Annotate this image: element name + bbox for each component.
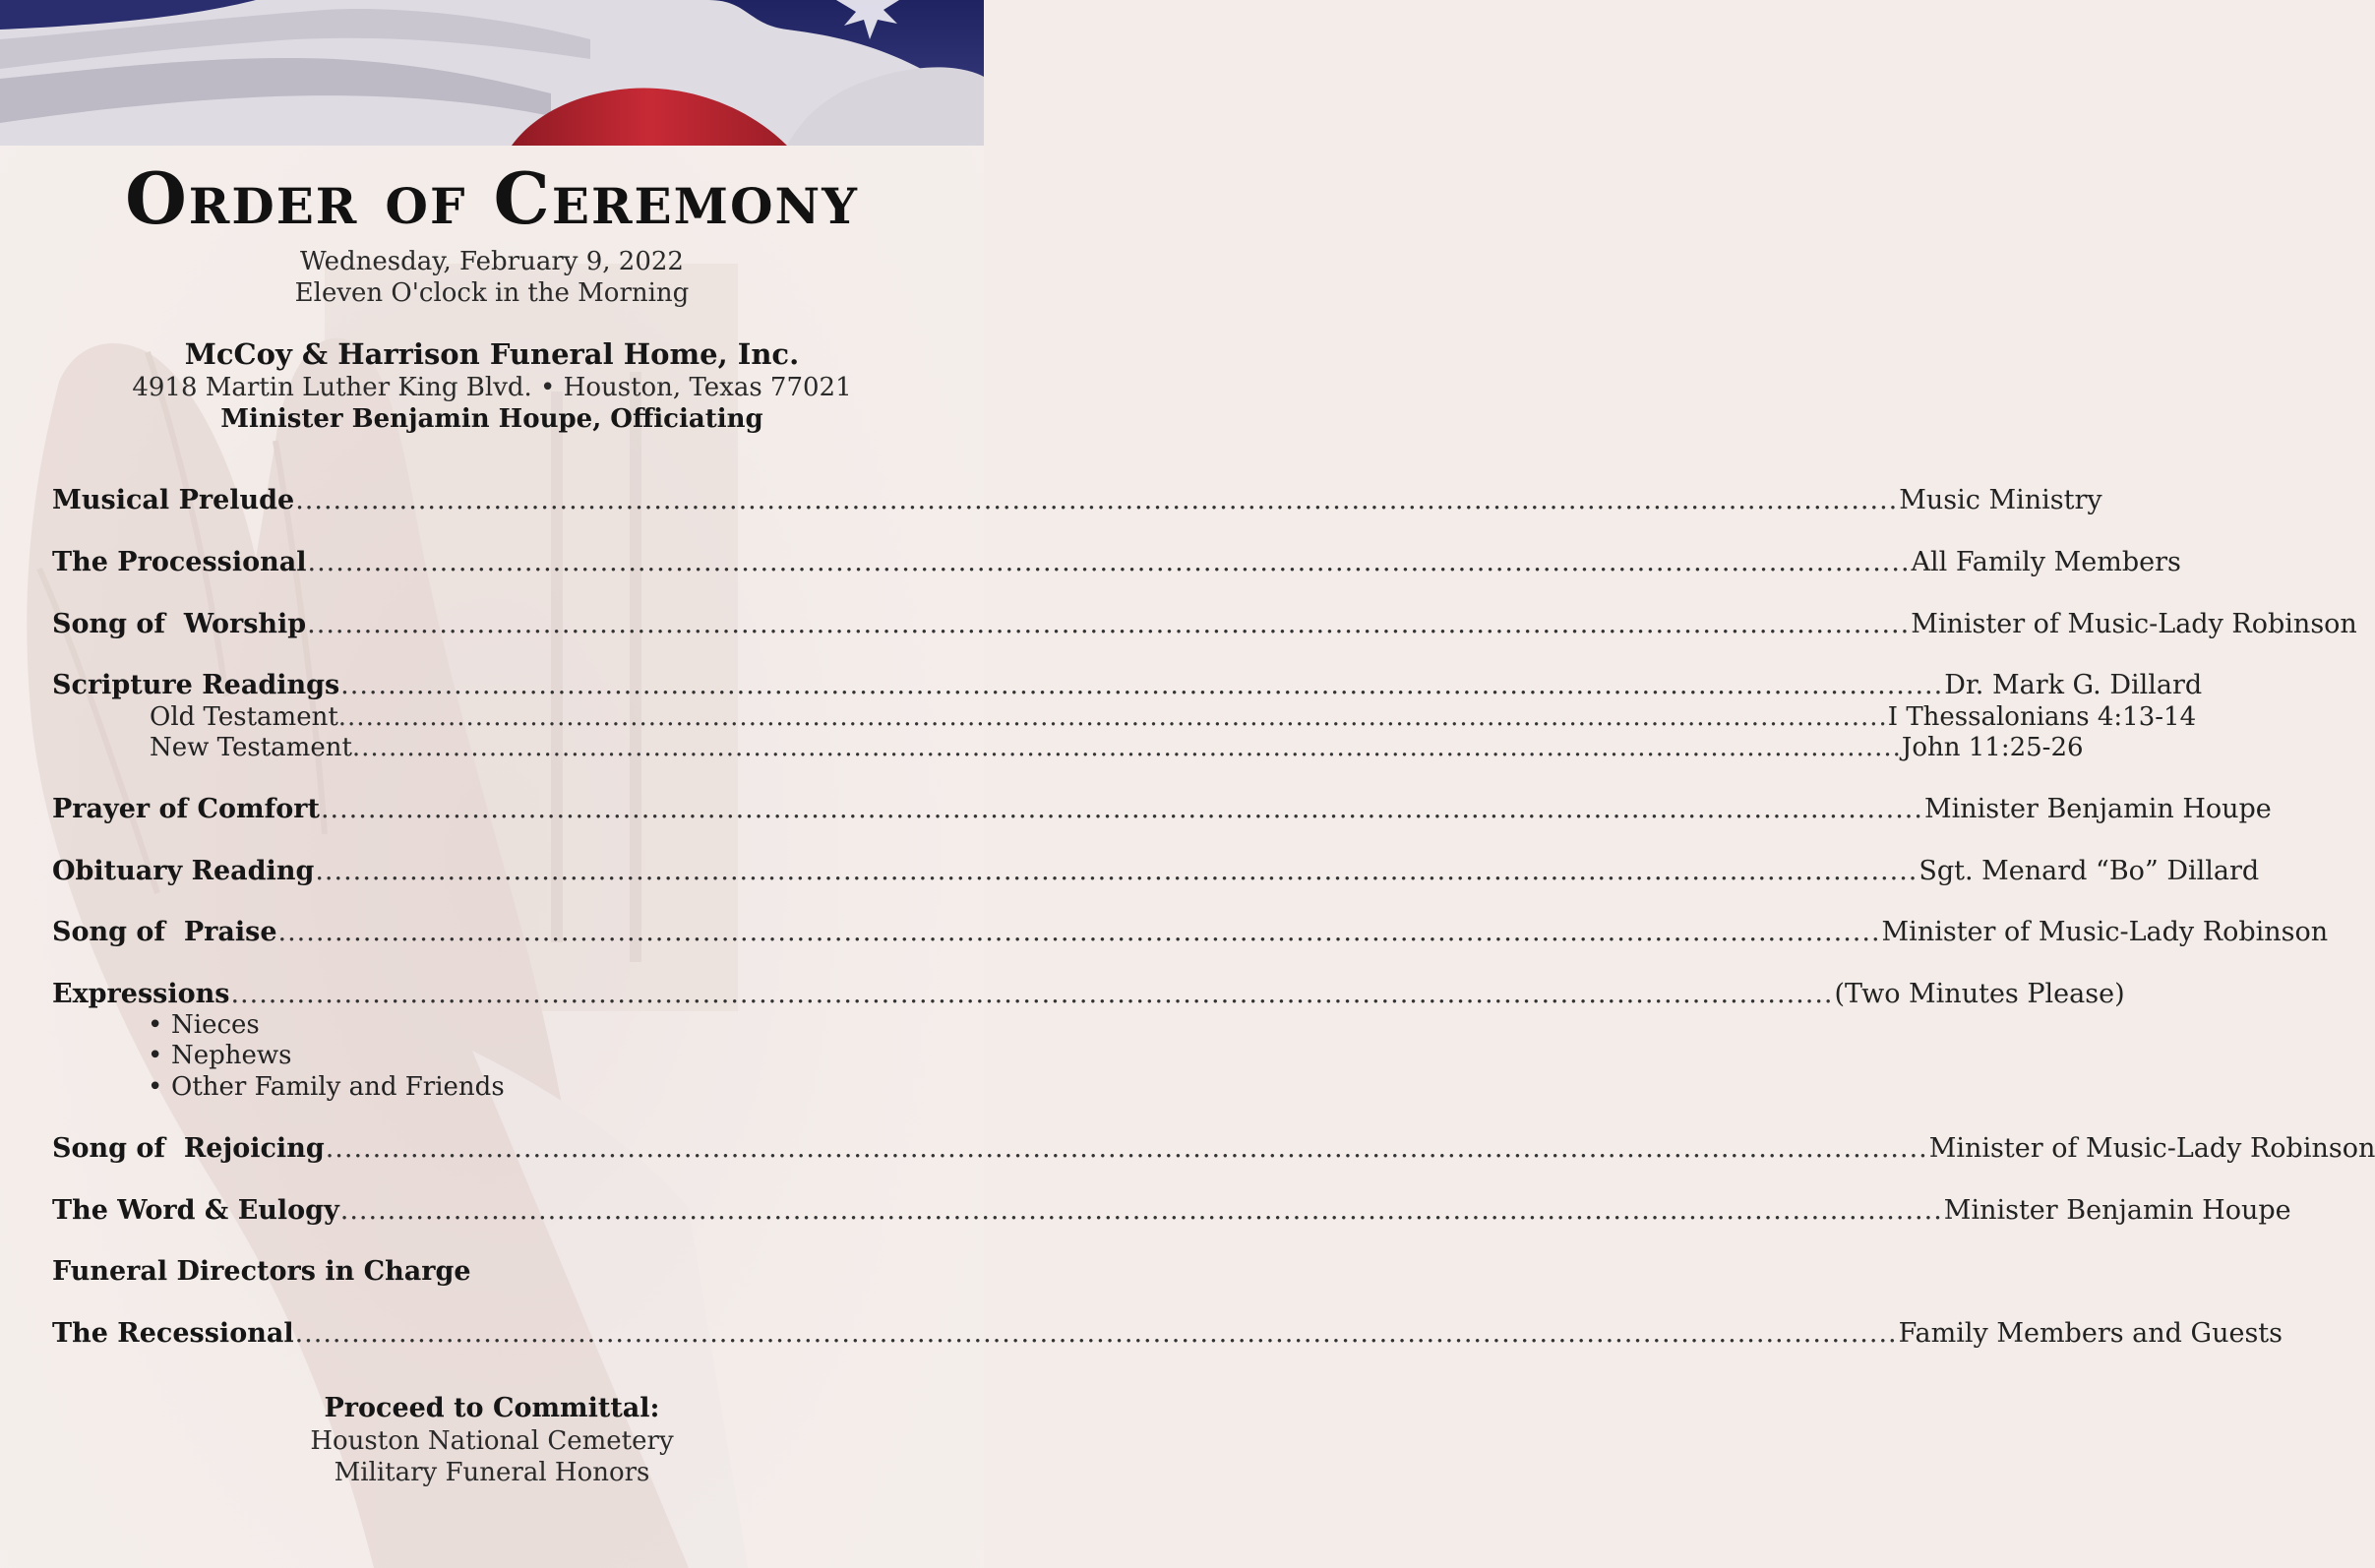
dot-leader: .......................................................................................................................................................................... <box>320 794 1923 824</box>
committal-heading: Proceed to Committal: <box>324 1393 660 1423</box>
program-item-recessional <box>52 1317 2284 1351</box>
program-item-label: The Processional <box>52 547 307 577</box>
service-time: Eleven O'clock in the Morning <box>294 278 690 308</box>
program-item-word-and-eulogy <box>52 1194 2291 1228</box>
program-item-label: Song of Rejoicing <box>52 1133 325 1164</box>
scripture-new-testament <box>150 732 2084 763</box>
program-item-label: The Word & Eulogy <box>52 1195 339 1226</box>
program-item-label: The Recessional <box>52 1318 294 1349</box>
scripture-old-testament <box>150 701 2197 733</box>
committal-honors: Military Funeral Honors <box>334 1458 650 1487</box>
service-date: Wednesday, February 9, 2022 <box>300 247 684 276</box>
expressions-list-item <box>148 1040 292 1071</box>
dot-leader: .......................................................................................................................................................................... <box>294 1318 1898 1349</box>
scripture-label: Old Testament <box>150 702 338 732</box>
dot-leader: .......................................................................................................................................................................... <box>307 547 1911 577</box>
program-item-value: Family Members and Guests <box>1898 1318 2284 1349</box>
program-item-song-of-rejoicing <box>52 1132 2375 1166</box>
dot-leader: .......................................................................................................................................................................... <box>337 702 1888 732</box>
page-title: Order of Ceremony <box>125 156 859 240</box>
bullet-icon: • <box>148 1010 163 1040</box>
program-item-label: Musical Prelude <box>52 485 295 515</box>
program-item-value: Minister of Music-Lady Robinson <box>1881 917 2329 947</box>
program-item-scripture-readings <box>52 669 2203 702</box>
program-item-value: Minister of Music-Lady Robinson <box>1911 609 2357 639</box>
scripture-reference: John 11:25-26 <box>1901 733 2084 762</box>
program-item-value: (Two Minutes Please) <box>1834 979 2125 1009</box>
program-item-musical-prelude <box>52 484 2102 517</box>
program-item-song-of-praise <box>52 916 2329 949</box>
scripture-reference: I Thessalonians 4:13-14 <box>1887 702 2197 732</box>
expressions-list-item <box>148 1071 505 1103</box>
scripture-label: New Testament <box>150 733 352 762</box>
program-item-label: Prayer of Comfort <box>52 794 320 824</box>
dot-leader: .......................................................................................................................................................................... <box>325 1133 1928 1164</box>
program-item-value: Minister of Music-Lady Robinson <box>1928 1133 2375 1164</box>
program-item-song-of-worship <box>52 608 2357 641</box>
bullet-icon: • <box>148 1041 163 1070</box>
funeral-home-address: 4918 Martin Luther King Blvd. • Houston, Texas 77021 <box>132 373 852 402</box>
expressions-item-text: Other Family and Friends <box>171 1072 505 1102</box>
program-item-value: All Family Members <box>1911 547 2181 577</box>
program-item-funeral-directors: Funeral Directors in Charge <box>52 1256 471 1287</box>
program-item-prayer-of-comfort <box>52 793 2272 826</box>
committal-place: Houston National Cemetery <box>310 1426 674 1456</box>
dot-leader: .......................................................................................................................................................................... <box>340 670 1944 700</box>
dot-leader: .......................................................................................................................................................................... <box>351 733 1902 762</box>
dot-leader: .......................................................................................................................................................................... <box>295 485 1899 515</box>
expressions-item-text: Nephews <box>171 1041 292 1070</box>
program-item-obituary-reading <box>52 855 2260 888</box>
program-item-value: Minister Benjamin Houpe <box>1923 794 2272 824</box>
program-item-label: Song of Worship <box>52 609 307 639</box>
funeral-home-name: McCoy & Harrison Funeral Home, Inc. <box>184 337 800 371</box>
dot-leader: .......................................................................................................................................................................... <box>315 856 1918 886</box>
program-item-label: Scripture Readings <box>52 670 340 700</box>
officiant: Minister Benjamin Houpe, Officiating <box>220 404 763 434</box>
expressions-item-text: Nieces <box>171 1010 260 1040</box>
program-item-processional <box>52 546 2181 579</box>
program-item-value: Dr. Mark G. Dillard <box>1944 670 2203 700</box>
dot-leader: .......................................................................................................................................................................... <box>277 917 1881 947</box>
dot-leader: .......................................................................................................................................................................... <box>339 1195 1943 1226</box>
bullet-icon: • <box>148 1072 163 1102</box>
program-item-value: Sgt. Menard “Bo” Dillard <box>1918 856 2260 886</box>
dot-leader: .......................................................................................................................................................................... <box>230 979 1834 1009</box>
program-item-value: Minister Benjamin Houpe <box>1943 1195 2291 1226</box>
program-item-expressions <box>52 978 2125 1011</box>
program-item-label: Obituary Reading <box>52 856 315 886</box>
program-item-label: Expressions <box>52 979 230 1009</box>
program-item-label: Song of Praise <box>52 917 277 947</box>
expressions-list-item <box>148 1009 260 1041</box>
program-item-value: Music Ministry <box>1899 485 2102 515</box>
dot-leader: .......................................................................................................................................................................... <box>307 609 1911 639</box>
